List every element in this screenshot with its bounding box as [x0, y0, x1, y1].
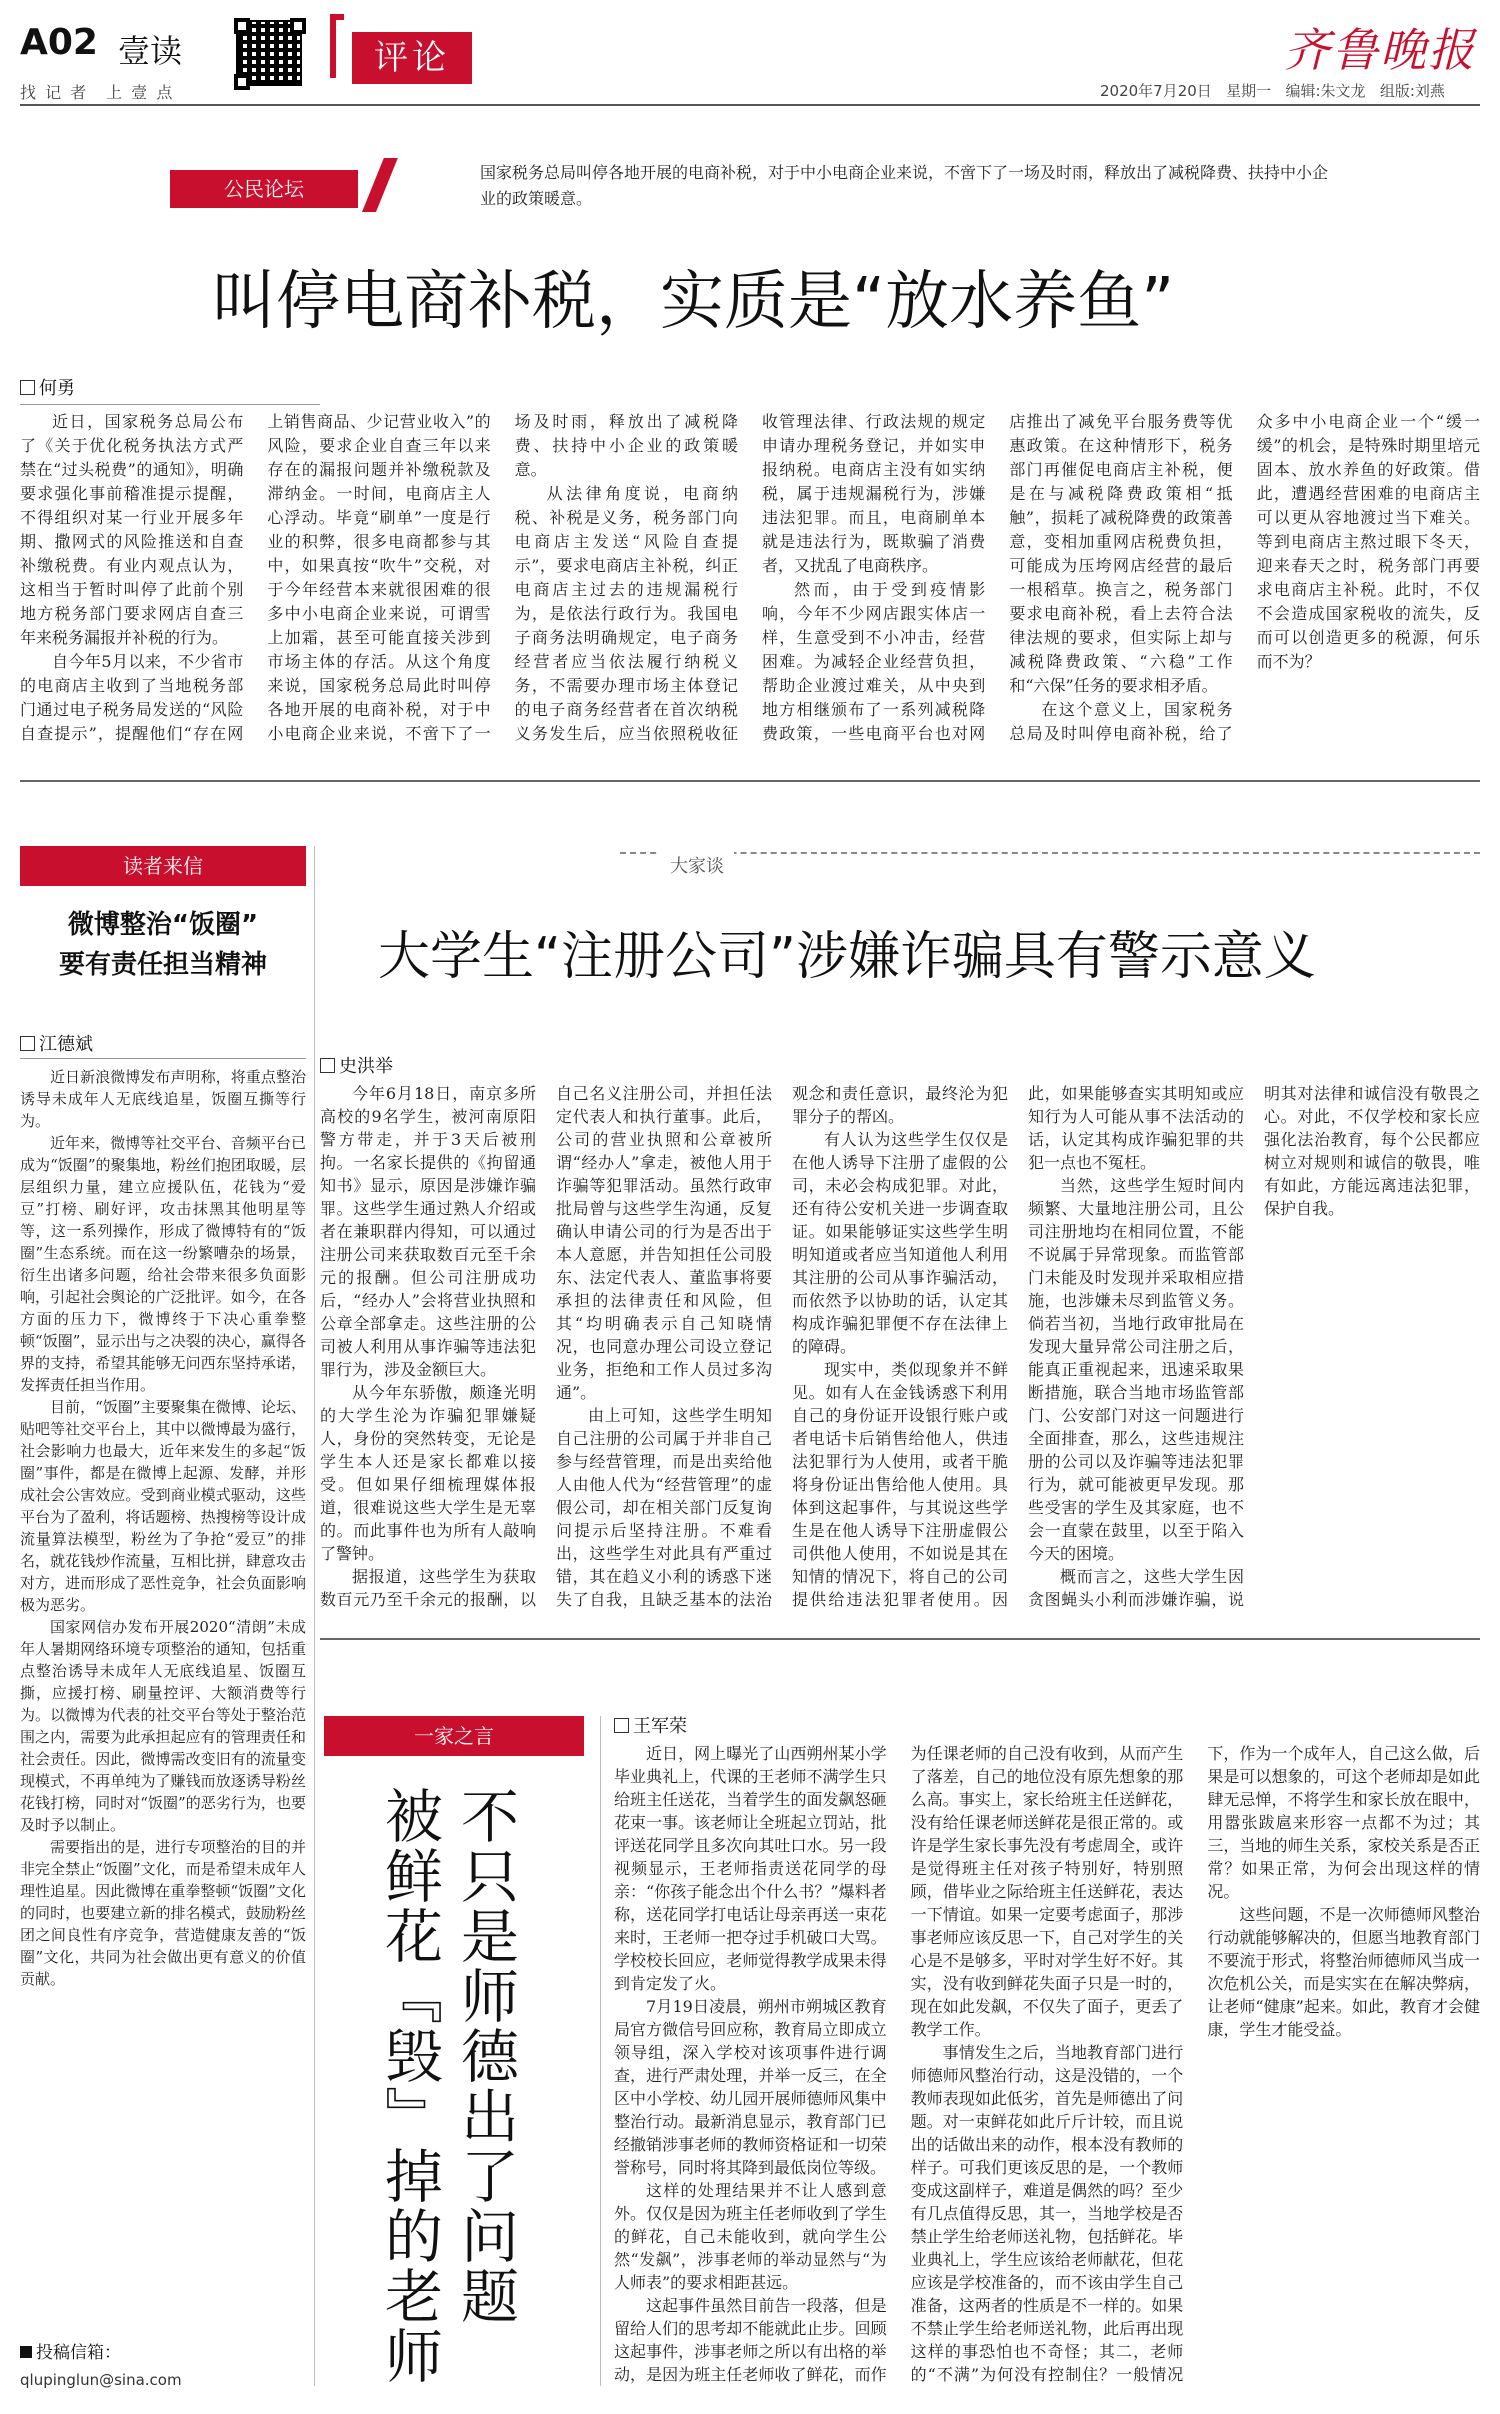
letter-paragraph: 近日新浪微博发布声明称，将重点整治诱导未成年人无底线追星，饭圈互撕等行为。 [20, 1068, 306, 1130]
article1-body [20, 410, 1480, 762]
article3-title-primary: 不只是师德出了问题 [451, 1786, 519, 2326]
section-tag-reader-letter: 读者来信 [20, 846, 306, 886]
masthead-divider [20, 104, 1480, 106]
article3-title-divider [600, 1716, 601, 2386]
article2-paragraph: 概而言之，这些大学生因贪图蝇头小利而涉嫌诈骗，说明其对法律和诚信没有敬畏之心。对此，不仅学校和家长应强化法治教育，每个公民都应树立对规则和诚信的敬畏，唯有如此，方能远离违法犯罪，保护自我。 [1028, 1084, 1480, 1609]
article3-title-secondary: 被鲜花『毁』掉的老师 [375, 1786, 443, 2386]
article1-lead: 国家税务总局叫停各地开展的电商补税，对于中小电商企业来说，不啻下了一场及时雨，释放出了减税降费、扶持中小企业的政策暖意。 [480, 163, 1329, 208]
article3-author [614, 1712, 687, 1738]
article1-paragraph: 自今年5月以来，不少省市的电商店主收到了当地税务部门通过电子税务局发送的“风险自查提示”，提醒他们“存在网上销售商品、少记营业收入”的风险，要求企业自查三年以来存在的漏报问题并补缴税款及滞纳金。一时间，电商店主人心浮动。毕竟“刷单”一度是行业的积弊，很多电商都参与其中，如果真按“吹牛”交税，对于今年经营本来就很困难的很多中小电商企业来说，可谓雪上加霜，甚至可能直接关涉到市场主体的存活。从这个角度来说，国家税务总局此时叫停各地开展的电商补税，对于中小电商企业来说，不啻下了一场及时雨，释放出了减税降费、扶持中小企业的政策暖意。 [20, 412, 738, 743]
article1-paragraph: 在这个意义上，国家税务总局及时叫停电商补税，给了众多中小电商企业一个“缓一缓”的机会，是特殊时期里培元固本、放水养鱼的好政策。借此，遭遇经营困难的电商店主可以更从容地渡过当下难关。等到电商店主熬过眼下冬天，迎来春天之时，税务部门再要求电商店主补税。此时，不仅不会造成国家税收的流失，反而可以创造更多的税源，何乐而不为？ [1009, 412, 1480, 743]
issue-weekday: 星期一 [1226, 82, 1272, 100]
article3-body [614, 1742, 1480, 2390]
article2-paragraph: 由上可知，这些学生明知自己注册的公司属于并非自己参与经营管理，而是出卖给他人由他人代为“经营管理”的虚假公司，却在相关部门反复询问提示后坚持注册。不难看出，这些学生对此具有严重过错，其在趋义小利的诱惑下迷失了自我，且缺乏基本的法治观念和责任意识，最终沦为犯罪分子的帮凶。 [556, 1084, 1008, 1609]
newspaper-brand: 齐鲁晚报 [1284, 23, 1476, 77]
issue-date: 2020年7月20日 [1100, 82, 1212, 100]
letter-author-rule [20, 1058, 306, 1059]
article2-bottom-rule [320, 1638, 1480, 1640]
letter-title-line1: 微博整治“饭圈” [67, 910, 259, 940]
contribute-email: qlupinglun@sina.com [20, 2371, 182, 2389]
left-column-divider [314, 846, 315, 2386]
section-tag-opinion: 一家之言 [324, 1716, 584, 1756]
section-name: 壹读 [118, 32, 183, 70]
header-bracket-icon [330, 14, 344, 78]
article2-paragraph: 当然，这些学生短时间内频繁、大量地注册公司，且公司注册地均在相同位置，不能不说属于异常现象。而监管部门未能及时发现并采取相应措施，也涉嫌未尽到监管义务。倘若当初，当地行政审批局在发现大量异常公司注册之后，能真正重视起来，迅速采取果断措施，联合当地市场监管部门、公安部门对这一问题进行全面排查，那么，这些违规注册的公司以及诈骗等违法犯罪行为，就可能被更早发现。那些受害的学生及其家庭，也不会一直蒙在鼓里，以至于陷入今天的困境。 [1028, 1176, 1244, 1563]
issue-info [1100, 80, 1445, 101]
page-number: A02 [20, 22, 98, 63]
article1-paragraph: 近日，国家税务总局公布了《关于优化税务执法方式严禁在“过头税费”的通知》，明确要求强化事前稽准提示提醒，不得组织对某一行业开展多年期、撒网式的风险推送和自查补缴税费。有业内观点认为，这相当于暂时叫停了此前个别地方税务部门要求网店自查三年来税务漏报并补税的行为。 [20, 412, 244, 647]
article2-title: 大学生“注册公司”涉嫌诈骗具有警示意义 [378, 927, 1316, 987]
slogan: 找 记 者 上 壹 点 [20, 83, 175, 102]
letter-paragraph: 国家网信办发布开展2020“清朗”未成年人暑期网络环境专项整治的通知，包括重点整治诱导未成年人无底线追星、饭圈互撕，应援打榜、刷量控评、大额消费等行为。以微博为代表的社交平台等处于整治范围之内，需要为此承担起应有的管理责任和社会责任。因此，微博需改变旧有的流量变现模式，不再单纯为了赚钱而放逐诱导粉丝花钱打榜，同时对“饭圈”的恶劣行为，也要及时予以制止。 [20, 1618, 306, 1834]
article3-paragraph: 事情发生之后，当地教育部门进行师德师风整治行动，这是没错的，一个教师表现如此低劣，首先是师德出了问题。对一束鲜花如此斤斤计较，而且说出的话做出来的动作，根本没有教师的样子。可我们更该反思的是，一个教师变成这副样子，难道是偶然的吗？至少有几点值得反思，其一，当地学校是否禁止学生给老师送礼物，包括鲜花。毕业典礼上，学生应该给老师献花，但花应该是学校准备的，而不该由学生自己准备，这两者的性质是不一样的。如果不禁止学生给老师送礼物，此后再出现这样的事恐怕也不奇怪；其二，老师的“不满”为何没有控制住？一般情况下，作为一个成年人，自己这么做，后果是可以想象的，可这个老师却是如此肆无忌惮，不将学生和家长放在眼中，用嚣张跋扈来形容一点都不为过；其三，当地的师生关系，家校关系是否正常？如果正常，为何会出现这样的情况。 [910, 1744, 1480, 2384]
letter-body [20, 1066, 306, 2320]
designer: 组版:刘燕 [1379, 82, 1445, 100]
article2-author [320, 1052, 393, 1078]
article2-paragraph: 从今年东骄傲，颇逢光明的大学生沦为诈骗犯罪嫌疑人，身份的突然转变，无论是学生本人还是家长都难以接受。但如果仔细梳理媒体报道，很难说这些大学生是无辜的。而此事件也为所有人敲响了警钟。 [320, 1383, 536, 1563]
article2-paragraph: 据报道，这些学生为获取数百元乃至千余元的报酬，以自己名义注册公司，并担任法定代表人和执行董事。此后，公司的营业执照和公章被所谓“经办人”拿走，被他人用于诈骗等犯罪活动。虽然行政审批局曾与这些学生沟通，反复确认申请公司的行为是否出于本人意愿，并告知担任公司股东、法定代表人、董监事将要承担的法律责任和风险，但其“均明确表示自己知晓情况，也同意办理公司设立登记业务，拒绝和工作人员过多沟通”。 [320, 1084, 772, 1609]
contribute-box [20, 2338, 306, 2389]
letter-author-name: 江德斌 [39, 1034, 93, 1055]
column-tab: 评论 [352, 32, 472, 84]
article2-paragraph: 今年6月18日，南京多所高校的9名学生，被河南原阳警方带走，并于3天后被刑拘。一名家长提供的《拘留通知书》显示，原因是涉嫌诈骗罪。这些学生通过熟人介绍或者在兼职群内得知，可以通过注册公司来获取数百元至千余元的报酬。但公司注册成功后，“经办人”会将营业执照和公章全部拿走。这些注册的公司被人利用从事诈骗等违法犯罪行为，涉及金额巨大。 [320, 1084, 536, 1379]
letter-author [20, 1030, 93, 1056]
contribute-square-icon [20, 2346, 32, 2358]
article2-paragraph: 有人认为这些学生仅仅是在他人诱导下注册了虚假的公司，未必会构成犯罪。对此，还有待公安机关进一步调查取证。如果能够证实这些学生明明知道或者应当知道他人利用其注册的公司从事诈骗活动，而依然予以协助的话，认定其构成诈骗犯罪便不存在法律上的障碍。 [792, 1130, 1008, 1356]
article1-paragraph: 从法律角度说，电商纳税、补税是义务，税务部门向电商店主发送“风险自查提示”，要求电商店主补税，纠正电商店主过去的违规漏税行为，是依法行政行为。我国电子商务法明确规定，电子商务经营者应当依法履行纳税义务，不需要办理市场主体登记的电子商务经营者在首次纳税义务发生后，应当依照税收征收管理法律、行政法规的规定申请办理税务登记，并如实申报纳税。电商店主没有如实纳税，属于违规漏税行为，涉嫌违法犯罪。而且，电商刷单本就是违法行为，既欺骗了消费者，又扰乱了电商秩序。 [514, 412, 986, 743]
qr-code-icon [226, 10, 314, 98]
section-tag-civic-forum: 公民论坛 [170, 170, 358, 208]
article2-paragraph: 现实中，类似现象并不鲜见。如有人在金钱诱惑下利用自己的身份证开设银行账户或者电话卡后销售给他人，供违法犯罪行为人使用，或者干脆将身份证出售给他人使用。具体到这起事件，与其说这些学生是在他人诱导下注册虚假公司供他人使用，不如说是其在知情的情况下，将自己的公司提供给违法犯罪者使用。因此，如果能够查实其明知或应知行为人可能从事不法活动的话，认定其构成诈骗犯罪的共犯一点也不冤枉。 [792, 1084, 1244, 1609]
article3-paragraph: 这些问题，不是一次师德师风整治行动就能够解决的，但愿当地教育部门不要流于形式，将整治师德师风当成一次危机公关，而是实实在在解决弊病，让老师“健康”起来。如此，教育才会健康，学生才能受益。 [1207, 1905, 1480, 2039]
editor: 编辑:朱文龙 [1285, 82, 1366, 100]
letter-title-line2: 要有责任担当精神 [58, 950, 267, 980]
article3-author-name: 王军荣 [633, 1716, 687, 1737]
article1-bottom-rule [20, 780, 1480, 782]
article2-body [320, 1082, 1480, 1612]
letter-paragraph: 需要指出的是，进行专项整治的目的并非完全禁止“饭圈”文化，而是希望未成年人理性追星。因此微博在重拳整顿“饭圈”文化的同时，也要建立新的排名模式，鼓励粉丝团之间良性有序竞争，营造健康友善的“饭圈”文化，共同为社会做出更有意义的价值贡献。 [20, 1838, 306, 1988]
letter-paragraph: 近年来，微博等社交平台、音频平台已成为“饭圈”的聚集地，粉丝们抱团取暖，层层组织力量，建立应援队伍，花钱为“爱豆”打榜、刷好评，攻击抹黑其他明星等等，这一系列操作，形成了微博特有的“饭圈”生态系统。而在这一纷繁嘈杂的场景，衍生出诸多问题，给社会带来很多负面影响，引起社会舆论的广泛批评。如今，在各方面的压力下，微博终于下决心重拳整顿“饭圈”，显示出与之决裂的决心，赢得各界的支持，希望其能够无问西东坚持承诺，发挥责任担当作用。 [20, 1134, 306, 1394]
article1-author [20, 374, 75, 400]
article1-author-name: 何勇 [39, 378, 75, 399]
article3-paragraph: 近日，网上曝光了山西朔州某小学毕业典礼上，代课的王老师不满学生只给班主任送花，当着学生的面发飙怒砸花束一事。该老师让全班起立罚站，批评送花同学且多次向其吐口水。另一段视频显示，王老师指责送花同学的母亲：“你孩子能念出个什么书？”爆料者称，送花同学打电话让母亲再送一束花来时，王老师一把夺过手机破口大骂。学校校长回应，老师觉得教学成果未得到肯定发了火。 [614, 1744, 887, 1993]
article1-title: 叫停电商补税，实质是“放水养鱼” [212, 265, 1175, 339]
letter-paragraph: 目前，“饭圈”主要聚集在微博、论坛、贴吧等社交平台上，其中以微博最为盛行，社会影响力也最大，近年来发生的多起“饭圈”事件，都是在微博上起源、发酵，并形成社会公害效应。受到商业模式驱动，这些平台为了盈利，将话题榜、热搜榜等设计成流量算法模型，粉丝为了争抢“爱豆”的排名，就花钱炒作流量，互相比拼，肆意攻击对方，进而形成了恶性竞争，社会负面影响极为恶劣。 [20, 1398, 306, 1614]
article2-author-name: 史洪举 [339, 1056, 393, 1077]
article2-dashed-frame-top [620, 852, 1480, 854]
article3-paragraph: 这起事件虽然目前告一段落，但是留给人们的思考却不能就此止步。回顾这起事件，涉事老师之所以有出格的举动，是因为班主任老师收了鲜花，而作为任课老师的自己没有收到，从而产生了落差，自己的地位没有原先想象的那么高。事实上，家长给班主任送鲜花，没有给任课老师送鲜花是很正常的。或许是学生家长事先没有考虑周全，或许是觉得班主任对孩子特别好，特别照顾，借毕业之际给班主任送鲜花，表达一下情谊。如果一定要考虑面子，那涉事老师应该反思一下，自己对学生的关心是不是够多，平时对学生好不好。其实，没有收到鲜花失面子只是一时的，现在如此发飙，不仅失了面子，更丢了教学工作。 [614, 1744, 1184, 2384]
article3-paragraph: 7月19日凌晨，朔州市朔城区教育局官方微信号回应称，教育局立即成立领导组，深入学校对该项事件进行调查，进行严肃处理，并举一反三，在全区中小学校、幼儿园开展师德师风集中整治行动。最新消息显示，教育部门已经撤销涉事老师的教师资格证和一切荣誉称号，同时将其降到最低岗位等级。 [614, 1997, 887, 2177]
article1-author-rule [20, 404, 320, 405]
section-tag-discussion: 大家谈 [660, 852, 734, 878]
contribute-label: 投稿信箱： [36, 2343, 121, 2363]
article1-paragraph: 然而，由于受到疫情影响，今年不少网店跟实体店一样，生意受到不小冲击，经营困难。为减轻企业经营负担，帮助企业渡过难关，从中央到地方相继颁布了一系列减税降费政策，一些电商平台也对网店推出了减免平台服务费等优惠政策。在这种情形下，税务部门再催促电商店主补税，便是在与减税降费政策相“抵触”，损耗了减税降费的政策善意，变相加重网店税费负担，可能成为压垮网店经营的最后一根稻草。换言之，税务部门要求电商补税，看上去符合法律法规的要求，但实际上却与减税降费政策、“六稳”工作和“六保”任务的要求相矛盾。 [761, 412, 1233, 743]
article3-paragraph: 这样的处理结果并不让人感到意外。仅仅是因为班主任老师收到了学生的鲜花，自己未能收到，就向学生公然“发飙”，涉事老师的举动显然与“为人师表”的要求相距甚远。 [614, 2181, 887, 2292]
